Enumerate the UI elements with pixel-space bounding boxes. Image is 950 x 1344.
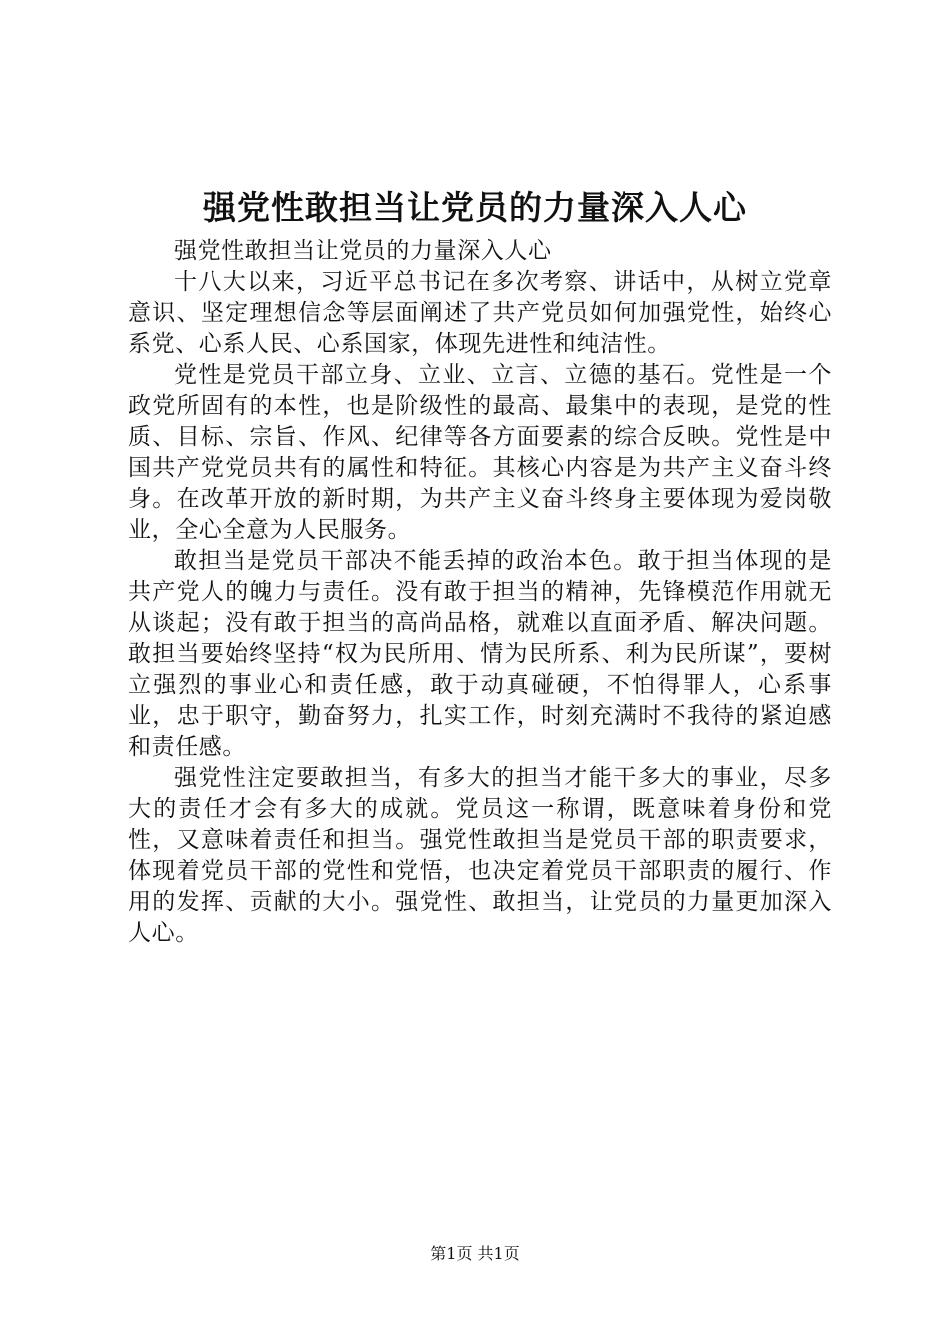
paragraph: 强党性注定要敢担当，有多大的担当才能干多大的事业，尽多大的责任才会有多大的成就。党员这一称谓，既意味着身份和党性，又意味着责任和担当。强党性敢担当是党员干部的职责要求，体现着党员干部的党性和党悟，也决定着党员干部职责的履行、作用的发挥、贡献的大小。强党性、敢担当，让党员的力量更加深入人心。 — [128, 765, 832, 946]
document-body — [128, 236, 832, 949]
paragraph: 强党性敢担当让党员的力量深入人心 — [174, 238, 552, 264]
paragraph: 十八大以来，习近平总书记在多次考察、讲话中，从树立党章意识、坚定理想信念等层面阐述了共产党员如何加强党性，始终心系党、心系人民、心系国家，体现先进性和纯洁性。 — [128, 269, 832, 357]
paragraph: 敢担当是党员干部决不能丢掉的政治本色。敢于担当体现的是共产党人的魄力与责任。没有敢于担当的精神，先锋模范作用就无从谈起；没有敢于担当的高尚品格，就难以直面矛盾、解决问题。敢担当要始终坚持“权为民所用、情为民所系、利为民所谋”，要树立强烈的事业心和责任感，敢于动真碰硬，不怕得罪人，心系事业，忠于职守，勤奋努力，扎实工作，时刻充满时不我待的紧迫感和责任感。 — [128, 548, 832, 760]
page-number-footer: 第1页 共1页 — [430, 1244, 520, 1263]
document-title: 强党性敢担当让党员的力量深入人心 — [203, 188, 747, 227]
paragraph: 党性是党员干部立身、立业、立言、立德的基石。党性是一个政党所固有的本性，也是阶级性的最高、最集中的表现，是党的性质、目标、宗旨、作风、纪律等各方面要素的综合反映。党性是中国共产党党员共有的属性和特征。其核心内容是为共产主义奋斗终身。在改革开放的新时期，为共产主义奋斗终身主要体现为爱岗敬业，全心全意为人民服务。 — [128, 362, 832, 543]
